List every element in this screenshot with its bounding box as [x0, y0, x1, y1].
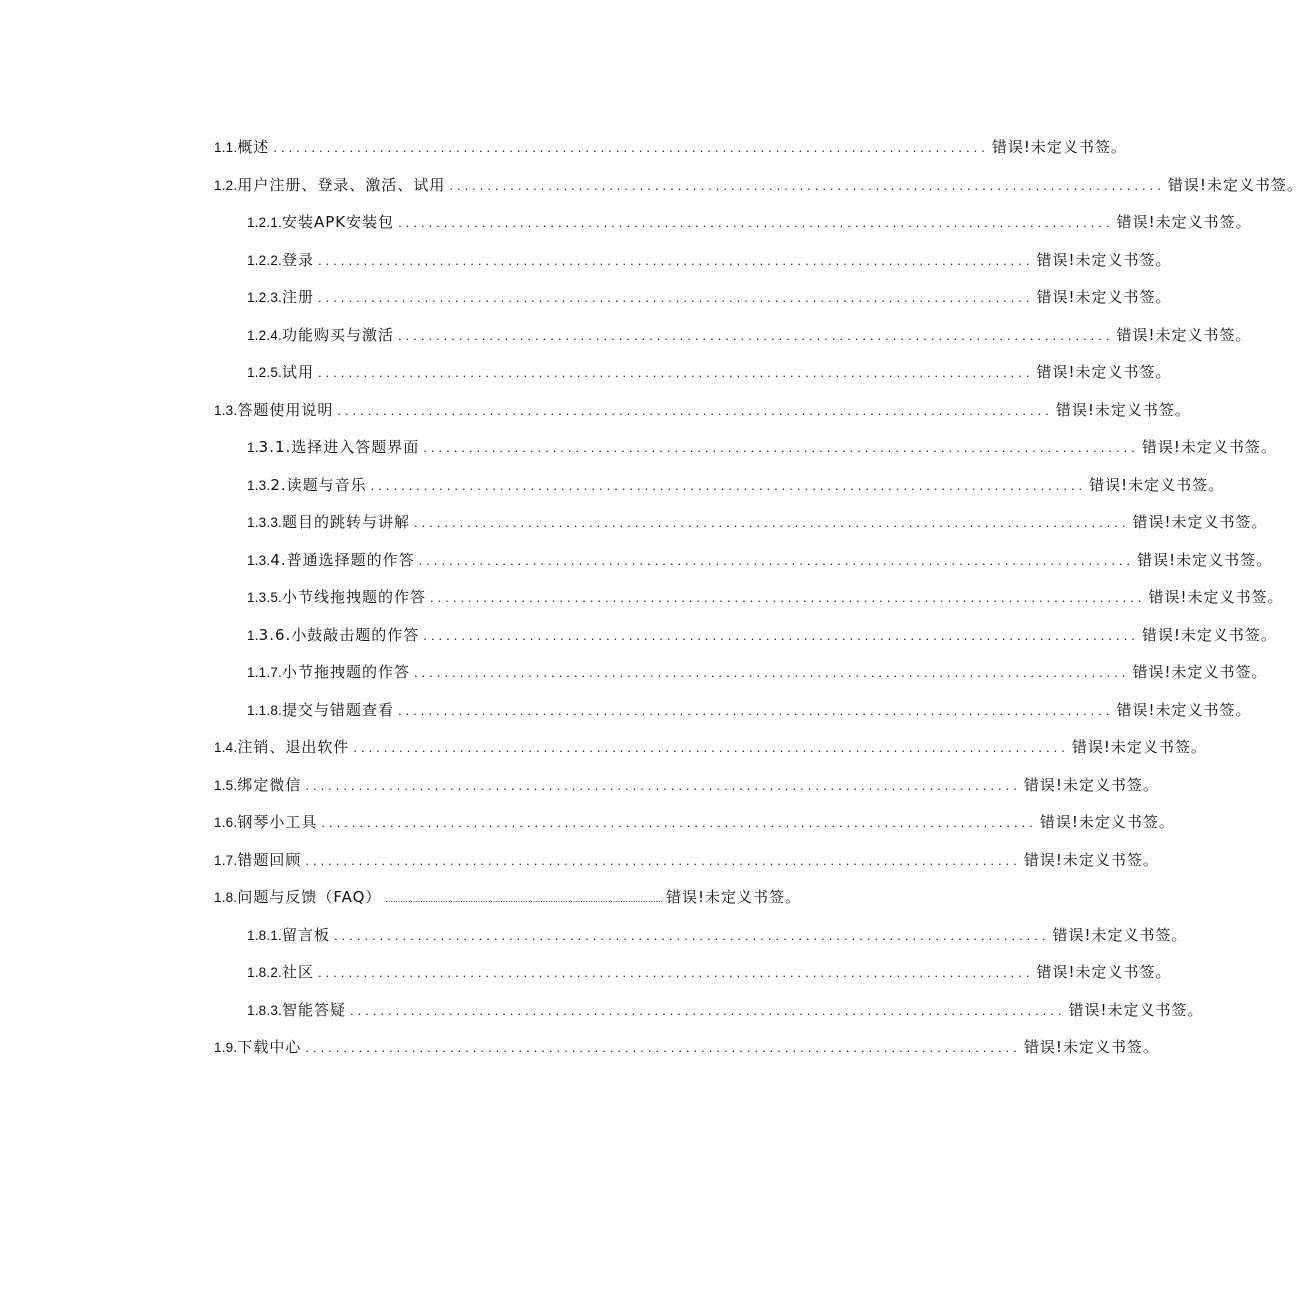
toc-page-ref: 错误!未定义书签。 — [1071, 738, 1207, 756]
toc-page-ref: 错误!未定义书签。 — [1023, 850, 1159, 869]
toc-entry-title: 社区 — [281, 963, 314, 981]
toc-leader-dots: .............................................................................................. — [414, 515, 1130, 530]
toc-page-ref: 错误!未定义书签。 — [1068, 1000, 1204, 1019]
toc-entry-title: 3.6.小鼓敲击题的作答 — [258, 625, 420, 644]
toc-entry-title: 登录 — [281, 250, 314, 269]
toc-leader-dots: .............................................................................................. — [273, 140, 989, 155]
toc-entry-number: 1.3.3. — [247, 515, 282, 530]
toc-entry[interactable] — [214, 354, 1172, 392]
toc-entry-number: 1. — [247, 627, 259, 643]
toc-entry-title: 留言板 — [281, 925, 330, 944]
toc-leader-dots: ............................................................................................................... — [385, 894, 663, 904]
toc-entry-title: 小节拖拽题的作答 — [281, 663, 410, 681]
toc-leader-dots: .............................................................................................. — [423, 627, 1139, 643]
toc-entry-number: 1.1. — [214, 140, 238, 155]
toc-entry-number: 1.3.5. — [247, 590, 282, 605]
toc-entry-number: 1. — [247, 440, 259, 455]
toc-entry-title: 钢琴小工具 — [237, 813, 318, 831]
toc-leader-dots: .............................................................................................. — [318, 365, 1034, 380]
toc-entry[interactable] — [214, 804, 1175, 842]
toc-entry-title: 2.读题与音乐 — [270, 475, 367, 494]
toc-entry-title: 用户注册、登录、激活、试用 — [237, 175, 446, 194]
toc-leader-dots: .............................................................................................. — [318, 290, 1034, 305]
toc-entry-title: 绑定微信 — [237, 775, 302, 794]
toc-entry-number: 1.1.8. — [247, 702, 282, 718]
toc-page-ref: 错误!未定义书签。 — [1167, 175, 1303, 194]
toc-entry[interactable] — [214, 542, 1273, 580]
toc-page-ref: 错误!未定义书签。 — [1036, 963, 1172, 981]
toc-entry-title: 提交与错题查看 — [281, 700, 394, 719]
toc-entry-number: 1.3. — [214, 402, 238, 418]
toc-entry-title: 注销、退出软件 — [237, 738, 350, 756]
toc-entry[interactable] — [214, 504, 1268, 542]
toc-page-ref: 错误!未定义书签。 — [1023, 775, 1159, 794]
toc-entry-number: 1.8.2. — [247, 965, 282, 980]
toc-leader-dots: .............................................................................................. — [398, 327, 1114, 343]
toc-page-ref: 错误!未定义书签。 — [1116, 700, 1252, 719]
toc-page-ref: 错误!未定义书签。 — [1036, 363, 1172, 381]
toc-entry-title: 4.普通选择题的作答 — [270, 550, 415, 569]
toc-leader-dots: .............................................................................................. — [305, 777, 1021, 793]
toc-entry-title: 功能购买与激活 — [281, 325, 394, 344]
toc-entry-title: 概述 — [237, 138, 270, 156]
toc-entry[interactable] — [214, 842, 1159, 880]
toc-entry-number: 1.7. — [214, 852, 238, 868]
toc-entry-number: 1.8.1. — [247, 927, 282, 943]
toc-entry[interactable] — [214, 617, 1277, 655]
toc-entry-number: 1.2.3. — [247, 290, 282, 305]
toc-entry[interactable] — [214, 992, 1204, 1030]
toc-entry[interactable] — [214, 467, 1225, 505]
toc-leader-dots: .............................................................................................. — [321, 815, 1037, 830]
toc-entry-number: 1.8. — [214, 890, 238, 905]
toc-entry[interactable] — [214, 392, 1191, 430]
table-of-contents — [214, 129, 1303, 1067]
toc-page-ref: 错误!未定义书签。 — [1116, 325, 1252, 344]
toc-entry-number: 1.3. — [247, 552, 271, 568]
toc-entry-number: 1.5. — [214, 777, 238, 793]
toc-page-ref: 错误!未定义书签。 — [1023, 1038, 1159, 1056]
toc-leader-dots: .............................................................................................. — [334, 927, 1050, 943]
toc-leader-dots: .............................................................................................. — [305, 1040, 1021, 1055]
toc-entry-number: 1.4. — [214, 740, 238, 755]
toc-entry-number: 1.2.2. — [247, 252, 282, 268]
toc-leader-dots: .............................................................................................. — [318, 252, 1034, 268]
toc-entry-title: 题目的跳转与讲解 — [281, 513, 410, 531]
toc-entry-title: 注册 — [281, 288, 314, 306]
toc-entry-title: 3.1.选择进入答题界面 — [258, 438, 420, 456]
toc-leader-dots: .............................................................................................. — [337, 402, 1053, 418]
toc-entry[interactable] — [214, 729, 1207, 767]
toc-entry[interactable] — [214, 954, 1172, 992]
toc-entry-title: 智能答疑 — [281, 1000, 346, 1019]
toc-entry-title: 答题使用说明 — [237, 400, 334, 419]
toc-leader-dots: .............................................................................................. — [398, 702, 1114, 718]
toc-entry[interactable] — [214, 879, 801, 917]
toc-page-ref: 错误!未定义书签。 — [1089, 475, 1225, 494]
toc-entry-title: 错题回顾 — [237, 850, 302, 869]
toc-leader-dots: .............................................................................................. — [430, 590, 1146, 605]
toc-page-ref: 错误!未定义书签。 — [1039, 813, 1175, 831]
toc-page-ref: 错误!未定义书签。 — [1141, 438, 1277, 456]
toc-leader-dots: .............................................................................................. — [423, 440, 1139, 455]
toc-entry[interactable] — [214, 279, 1172, 317]
toc-page-ref: 错误!未定义书签。 — [665, 888, 801, 906]
toc-page-ref: 错误!未定义书签。 — [1137, 550, 1273, 569]
toc-leader-dots: .............................................................................................. — [318, 965, 1034, 980]
toc-leader-dots: .............................................................................................. — [353, 740, 1069, 755]
toc-entry[interactable] — [214, 129, 1127, 167]
toc-leader-dots: .............................................................................................. — [305, 852, 1021, 868]
toc-page-ref: 错误!未定义书签。 — [1132, 513, 1268, 531]
toc-entry-number: 1.6. — [214, 815, 238, 830]
toc-page-ref: 错误!未定义书签。 — [1132, 663, 1268, 681]
toc-page-ref: 错误!未定义书签。 — [1036, 288, 1172, 306]
toc-entry-number: 1.2.5. — [247, 365, 282, 380]
toc-leader-dots: .............................................................................................. — [418, 552, 1135, 568]
toc-entry-number: 1.3. — [247, 477, 271, 493]
toc-entry[interactable] — [214, 767, 1159, 805]
toc-entry-number: 1.2. — [214, 177, 238, 193]
toc-entry-title: 试用 — [281, 363, 314, 381]
toc-entry[interactable] — [214, 579, 1284, 617]
toc-entry[interactable] — [214, 692, 1252, 730]
toc-entry-number: 1.2.4. — [247, 327, 282, 343]
toc-entry-title: 下载中心 — [237, 1038, 302, 1056]
toc-entry-title: 问题与反馈（FAQ） — [237, 888, 382, 906]
toc-page-ref: 错误!未定义书签。 — [1141, 625, 1277, 644]
toc-page-ref: 错误!未定义书签。 — [1116, 213, 1252, 231]
toc-entry[interactable] — [214, 167, 1303, 205]
toc-entry[interactable] — [214, 204, 1252, 242]
toc-entry-number: 1.1.7. — [247, 665, 282, 680]
toc-leader-dots: .............................................................................................. — [398, 215, 1114, 230]
toc-entry[interactable] — [214, 654, 1268, 692]
toc-entry[interactable] — [214, 1029, 1159, 1067]
toc-entry[interactable] — [214, 429, 1277, 467]
toc-entry-number: 1.8.3. — [247, 1002, 282, 1018]
toc-page-ref: 错误!未定义书签。 — [1148, 588, 1284, 606]
toc-leader-dots: .............................................................................................. — [414, 665, 1130, 680]
toc-page-ref: 错误!未定义书签。 — [1052, 925, 1188, 944]
toc-leader-dots: .............................................................................................. — [370, 477, 1087, 493]
toc-page-ref: 错误!未定义书签。 — [991, 138, 1127, 156]
toc-page-ref: 错误!未定义书签。 — [1036, 250, 1172, 269]
toc-leader-dots: .............................................................................................. — [350, 1002, 1066, 1018]
toc-entry-number: 1.9. — [214, 1040, 238, 1055]
toc-entry[interactable] — [214, 242, 1172, 280]
toc-entry[interactable] — [214, 917, 1188, 955]
toc-entry[interactable] — [214, 317, 1252, 355]
toc-page-ref: 错误!未定义书签。 — [1055, 400, 1191, 419]
toc-entry-number: 1.2.1. — [247, 215, 282, 230]
toc-leader-dots: .............................................................................................. — [449, 177, 1165, 193]
toc-entry-title: 安装APK安装包 — [281, 213, 395, 231]
toc-entry-title: 小节线拖拽题的作答 — [281, 588, 426, 606]
